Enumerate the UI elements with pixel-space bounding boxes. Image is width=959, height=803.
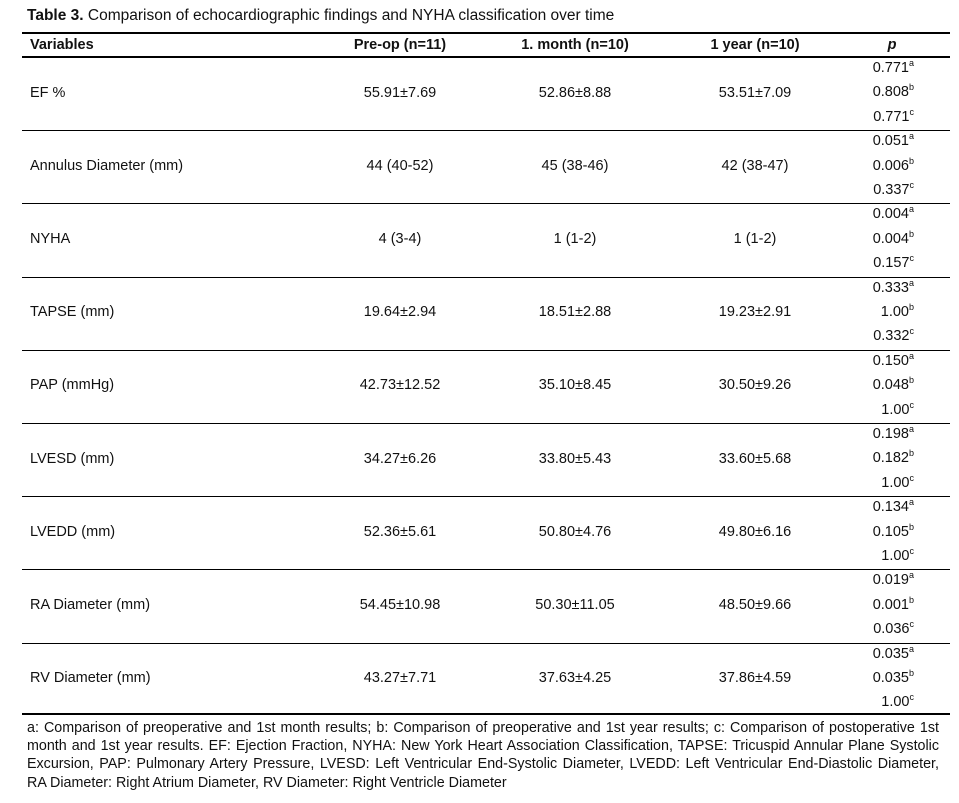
p-value-superscript: a <box>908 570 914 581</box>
p-value-number: 0.006 <box>872 157 909 174</box>
row-1-year-value: 30.50±9.26 <box>718 377 792 394</box>
row-p-value <box>852 643 914 662</box>
table-label: Table 3. <box>27 7 84 24</box>
row-divider <box>22 496 950 497</box>
p-value-number: 0.332 <box>873 328 910 345</box>
p-value-superscript: c <box>909 106 914 117</box>
p-value-superscript: a <box>908 350 914 361</box>
p-value-superscript: a <box>908 643 914 654</box>
row-p-value <box>852 548 914 564</box>
p-value-number: 0.182 <box>872 450 909 467</box>
row-1-month-value: 37.63±4.25 <box>538 670 612 687</box>
row-p-value <box>852 155 914 174</box>
row-variable: Annulus Diameter (mm) <box>30 157 184 174</box>
row-1-year-value: 19.23±2.91 <box>718 304 792 321</box>
header-1-month: 1. month (n=10) <box>521 37 629 53</box>
p-value-superscript: c <box>909 326 914 337</box>
row-p-value <box>852 694 914 710</box>
row-p-value <box>852 472 914 491</box>
row-variable: TAPSE (mm) <box>30 304 115 321</box>
header-1-year: 1 year (n=10) <box>710 37 800 53</box>
row-preop-value: 34.27±6.26 <box>363 450 437 467</box>
p-value-number: 0.035 <box>872 645 909 662</box>
p-value-superscript: b <box>908 155 914 166</box>
row-p-value <box>852 670 914 686</box>
row-variable: RV Diameter (mm) <box>30 670 151 687</box>
row-p-value <box>852 277 914 296</box>
p-value-number: 0.004 <box>872 206 909 223</box>
p-value-superscript: a <box>908 131 914 142</box>
row-variable: RA Diameter (mm) <box>30 597 151 613</box>
row-p-value <box>852 106 914 125</box>
row-divider <box>22 130 950 131</box>
p-value-superscript: c <box>909 253 914 264</box>
row-p-value <box>852 84 914 100</box>
p-value-number: 1.00 <box>881 548 910 564</box>
row-1-year-value: 1 (1-2) <box>733 231 777 247</box>
p-value-superscript: a <box>908 424 914 435</box>
row-1-month-value: 33.80±5.43 <box>538 450 612 467</box>
p-value-superscript: b <box>908 375 914 386</box>
p-value-superscript: b <box>908 228 914 239</box>
p-value-number: 0.198 <box>872 426 909 442</box>
row-p-value <box>852 206 914 222</box>
row-p-value <box>852 594 914 613</box>
header-preop: Pre-op (n=11) <box>353 37 447 53</box>
row-preop-value: 42.73±12.52 <box>359 377 441 394</box>
p-value-number: 0.337 <box>873 182 910 198</box>
row-p-value <box>852 328 914 344</box>
p-value-number: 0.001 <box>872 596 909 613</box>
row-1-month-value: 45 (38-46) <box>541 157 609 174</box>
row-p-value <box>852 60 914 76</box>
p-value-number: 0.048 <box>872 377 909 394</box>
row-divider <box>22 203 950 204</box>
p-value-superscript: b <box>908 594 914 605</box>
row-variable: PAP (mmHg) <box>30 377 115 394</box>
row-p-value <box>852 228 914 247</box>
p-value-number: 0.333 <box>872 279 909 296</box>
p-value-superscript: b <box>908 82 914 93</box>
row-divider <box>22 569 950 570</box>
row-p-value <box>852 521 914 540</box>
p-value-superscript: c <box>909 546 914 557</box>
row-1-year-value: 48.50±9.66 <box>718 597 792 613</box>
row-1-month-value: 1 (1-2) <box>553 231 597 247</box>
row-preop-value: 55.91±7.69 <box>363 84 437 101</box>
p-value-number: 0.808 <box>872 84 909 101</box>
p-value-number: 1.00 <box>881 474 910 491</box>
p-value-number: 0.019 <box>872 572 909 589</box>
table-caption <box>27 7 614 25</box>
row-preop-value: 43.27±7.71 <box>363 670 437 687</box>
p-value-number: 0.150 <box>872 352 909 369</box>
p-value-number: 0.134 <box>872 499 909 516</box>
row-variable: NYHA <box>30 231 71 247</box>
p-value-number: 0.157 <box>873 255 910 272</box>
row-1-month-value: 52.86±8.88 <box>538 84 612 101</box>
row-p-value <box>852 572 914 588</box>
p-value-number: 0.036 <box>873 621 910 638</box>
p-value-superscript: c <box>909 472 914 483</box>
p-value-superscript: a <box>908 497 914 508</box>
row-p-value <box>852 426 914 442</box>
p-value-superscript: b <box>908 668 914 679</box>
row-1-year-value: 33.60±5.68 <box>718 450 792 467</box>
p-value-number: 1.00 <box>881 401 910 418</box>
table-footnote: a: Comparison of preoperative and 1st month results; b: Comparison of preoperative and 1st year results; c: Comparison of postoperative 1st month and 1st year results. EF: Ejection Fraction, NYHA: New York Heart Association Classification, TAPSE: Tricuspid Annular Plane Systolic Excursion, PAP: Pulmonary Artery Pressure, LVESD: Left Ventricular End-Systolic Diameter, LVEDD: Left Ventricular End-Diastolic Diameter, RA Diameter: Right Atrium Diameter, RV Diameter: Right Ventricle Diameter <box>27 720 939 791</box>
p-value-superscript: b <box>908 302 914 313</box>
header-variables: Variables <box>30 37 94 53</box>
row-p-value <box>852 377 914 393</box>
row-p-value <box>852 621 914 637</box>
row-variable: LVEDD (mm) <box>30 523 116 540</box>
row-preop-value: 52.36±5.61 <box>363 523 437 540</box>
row-1-year-value: 37.86±4.59 <box>718 670 792 687</box>
row-p-value <box>852 304 914 320</box>
row-preop-value: 4 (3-4) <box>378 231 422 247</box>
header-rule <box>22 56 950 58</box>
p-value-number: 0.035 <box>872 670 909 686</box>
p-value-number: 0.771 <box>873 108 910 125</box>
row-divider <box>22 643 950 644</box>
p-value-number: 0.105 <box>872 523 909 540</box>
row-p-value <box>852 182 914 198</box>
p-value-superscript: b <box>908 448 914 459</box>
row-p-value <box>852 133 914 149</box>
row-p-value <box>852 255 914 271</box>
p-value-superscript: a <box>908 58 914 69</box>
p-value-superscript: c <box>909 399 914 410</box>
p-value-superscript: a <box>908 277 914 288</box>
p-value-superscript: c <box>909 619 914 630</box>
p-value-superscript: b <box>908 521 914 532</box>
row-1-month-value: 50.80±4.76 <box>538 523 612 540</box>
p-value-number: 1.00 <box>881 694 910 711</box>
p-value-superscript: c <box>909 692 914 703</box>
p-value-number: 1.00 <box>880 304 909 320</box>
row-divider <box>22 423 950 424</box>
row-1-year-value: 53.51±7.09 <box>718 84 792 101</box>
row-p-value <box>852 350 914 369</box>
row-p-value <box>852 499 914 515</box>
table-top-rule <box>22 32 950 34</box>
p-value-superscript: c <box>909 180 914 191</box>
row-p-value <box>852 399 914 418</box>
row-divider <box>22 277 950 278</box>
row-p-value <box>852 450 914 466</box>
row-preop-value: 54.45±10.98 <box>359 597 441 613</box>
header-p: p <box>887 37 897 53</box>
row-1-year-value: 49.80±6.16 <box>718 523 792 540</box>
row-variable: EF % <box>30 84 66 101</box>
row-preop-value: 19.64±2.94 <box>363 304 437 321</box>
row-1-month-value: 35.10±8.45 <box>538 377 612 394</box>
p-value-number: 0.004 <box>872 230 909 247</box>
row-1-month-value: 18.51±2.88 <box>538 304 612 321</box>
row-divider <box>22 350 950 351</box>
row-1-month-value: 50.30±11.05 <box>535 597 615 613</box>
p-value-number: 0.771 <box>872 60 909 76</box>
row-variable: LVESD (mm) <box>30 450 115 467</box>
p-value-number: 0.051 <box>872 133 909 150</box>
row-1-year-value: 42 (38-47) <box>721 157 789 174</box>
row-preop-value: 44 (40-52) <box>366 157 434 174</box>
table-bottom-rule <box>22 713 950 715</box>
table-title: Comparison of echocardiographic findings and NYHA classification over time <box>83 7 615 24</box>
p-value-superscript: a <box>908 204 914 215</box>
